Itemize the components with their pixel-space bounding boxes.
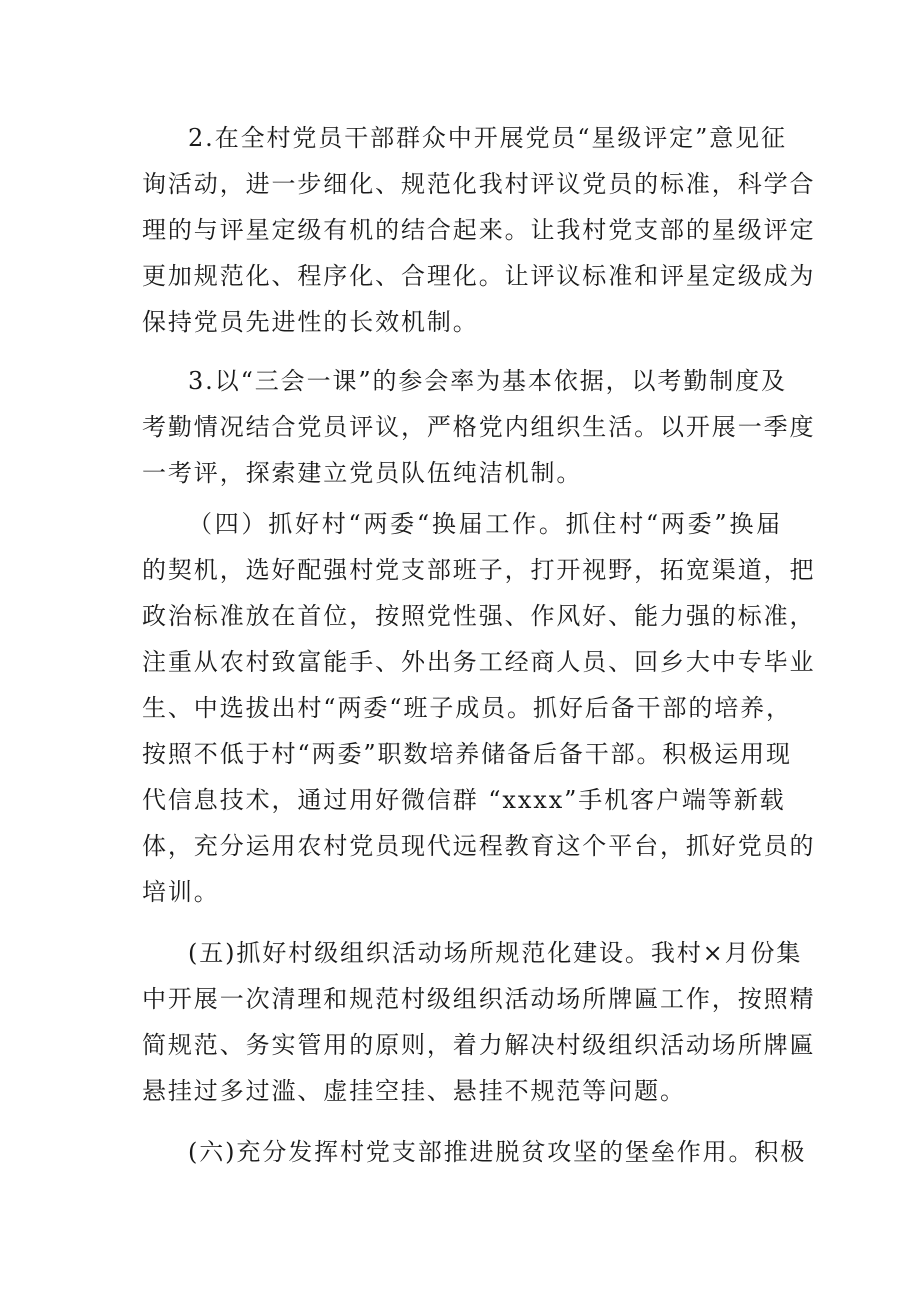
- text-line: 保持党员先进性的长效机制。: [142, 308, 479, 336]
- text-line: 简规范、务实管用的原则，着力解决村级组织活动场所牌匾: [142, 1031, 816, 1059]
- text-line: 悬挂过多过滥、虚挂空挂、悬挂不规范等问题。: [142, 1077, 686, 1105]
- text-line: 生、中选拔出村“两委“班子成员。抓好后备干部的培养，: [142, 694, 792, 722]
- text-line: 中开展一次清理和规范村级组织活动场所牌匾工作，按照精: [142, 985, 816, 1013]
- text-line: 2.在全村党员干部群众中开展党员“星级评定”意见征: [188, 124, 787, 152]
- text-line: 更加规范化、程序化、合理化。让评议标准和评星定级成为: [142, 262, 816, 290]
- text-line: 一考评，探索建立党员队伍纯洁机制。: [142, 459, 583, 487]
- text-line: 询活动，进一步细化、规范化我村评议党员的标准，科学合: [142, 170, 816, 198]
- text-line: （四）抓好村“两委“换届工作。抓住村“两委”换届: [188, 510, 782, 538]
- text-line: 3.以“三会一课”的参会率为基本依据，以考勤制度及: [188, 367, 787, 395]
- text-line: 理的与评星定级有机的结合起来。让我村党支部的星级评定: [142, 216, 816, 244]
- text-line: 代信息技术，通过用好微信群 “xxxx”手机客户端等新载: [142, 786, 786, 814]
- text-line: 注重从农村致富能手、外出务工经商人员、回乡大中专毕业: [142, 648, 816, 676]
- text-line: (五)抓好村级组织活动场所规范化建设。我村×月份集: [188, 939, 803, 967]
- text-line: 按照不低于村“两委”职数培养储备后备干部。积极运用现: [142, 740, 792, 768]
- text-line: 考勤情况结合党员评议，严格党内组织生活。以开展一季度: [142, 413, 816, 441]
- text-line: 政治标准放在首位，按照党性强、作风好、能力强的标准，: [142, 602, 816, 630]
- text-line: (六)充分发挥村党支部推进脱贫攻坚的堡垒作用。积极: [188, 1138, 807, 1166]
- text-line: 的契机，选好配强村党支部班子，打开视野，拓宽渠道，把: [142, 556, 816, 584]
- text-line: 培训。: [142, 878, 220, 906]
- text-line: 体，充分运用农村党员现代远程教育这个平台，抓好党员的: [142, 832, 816, 860]
